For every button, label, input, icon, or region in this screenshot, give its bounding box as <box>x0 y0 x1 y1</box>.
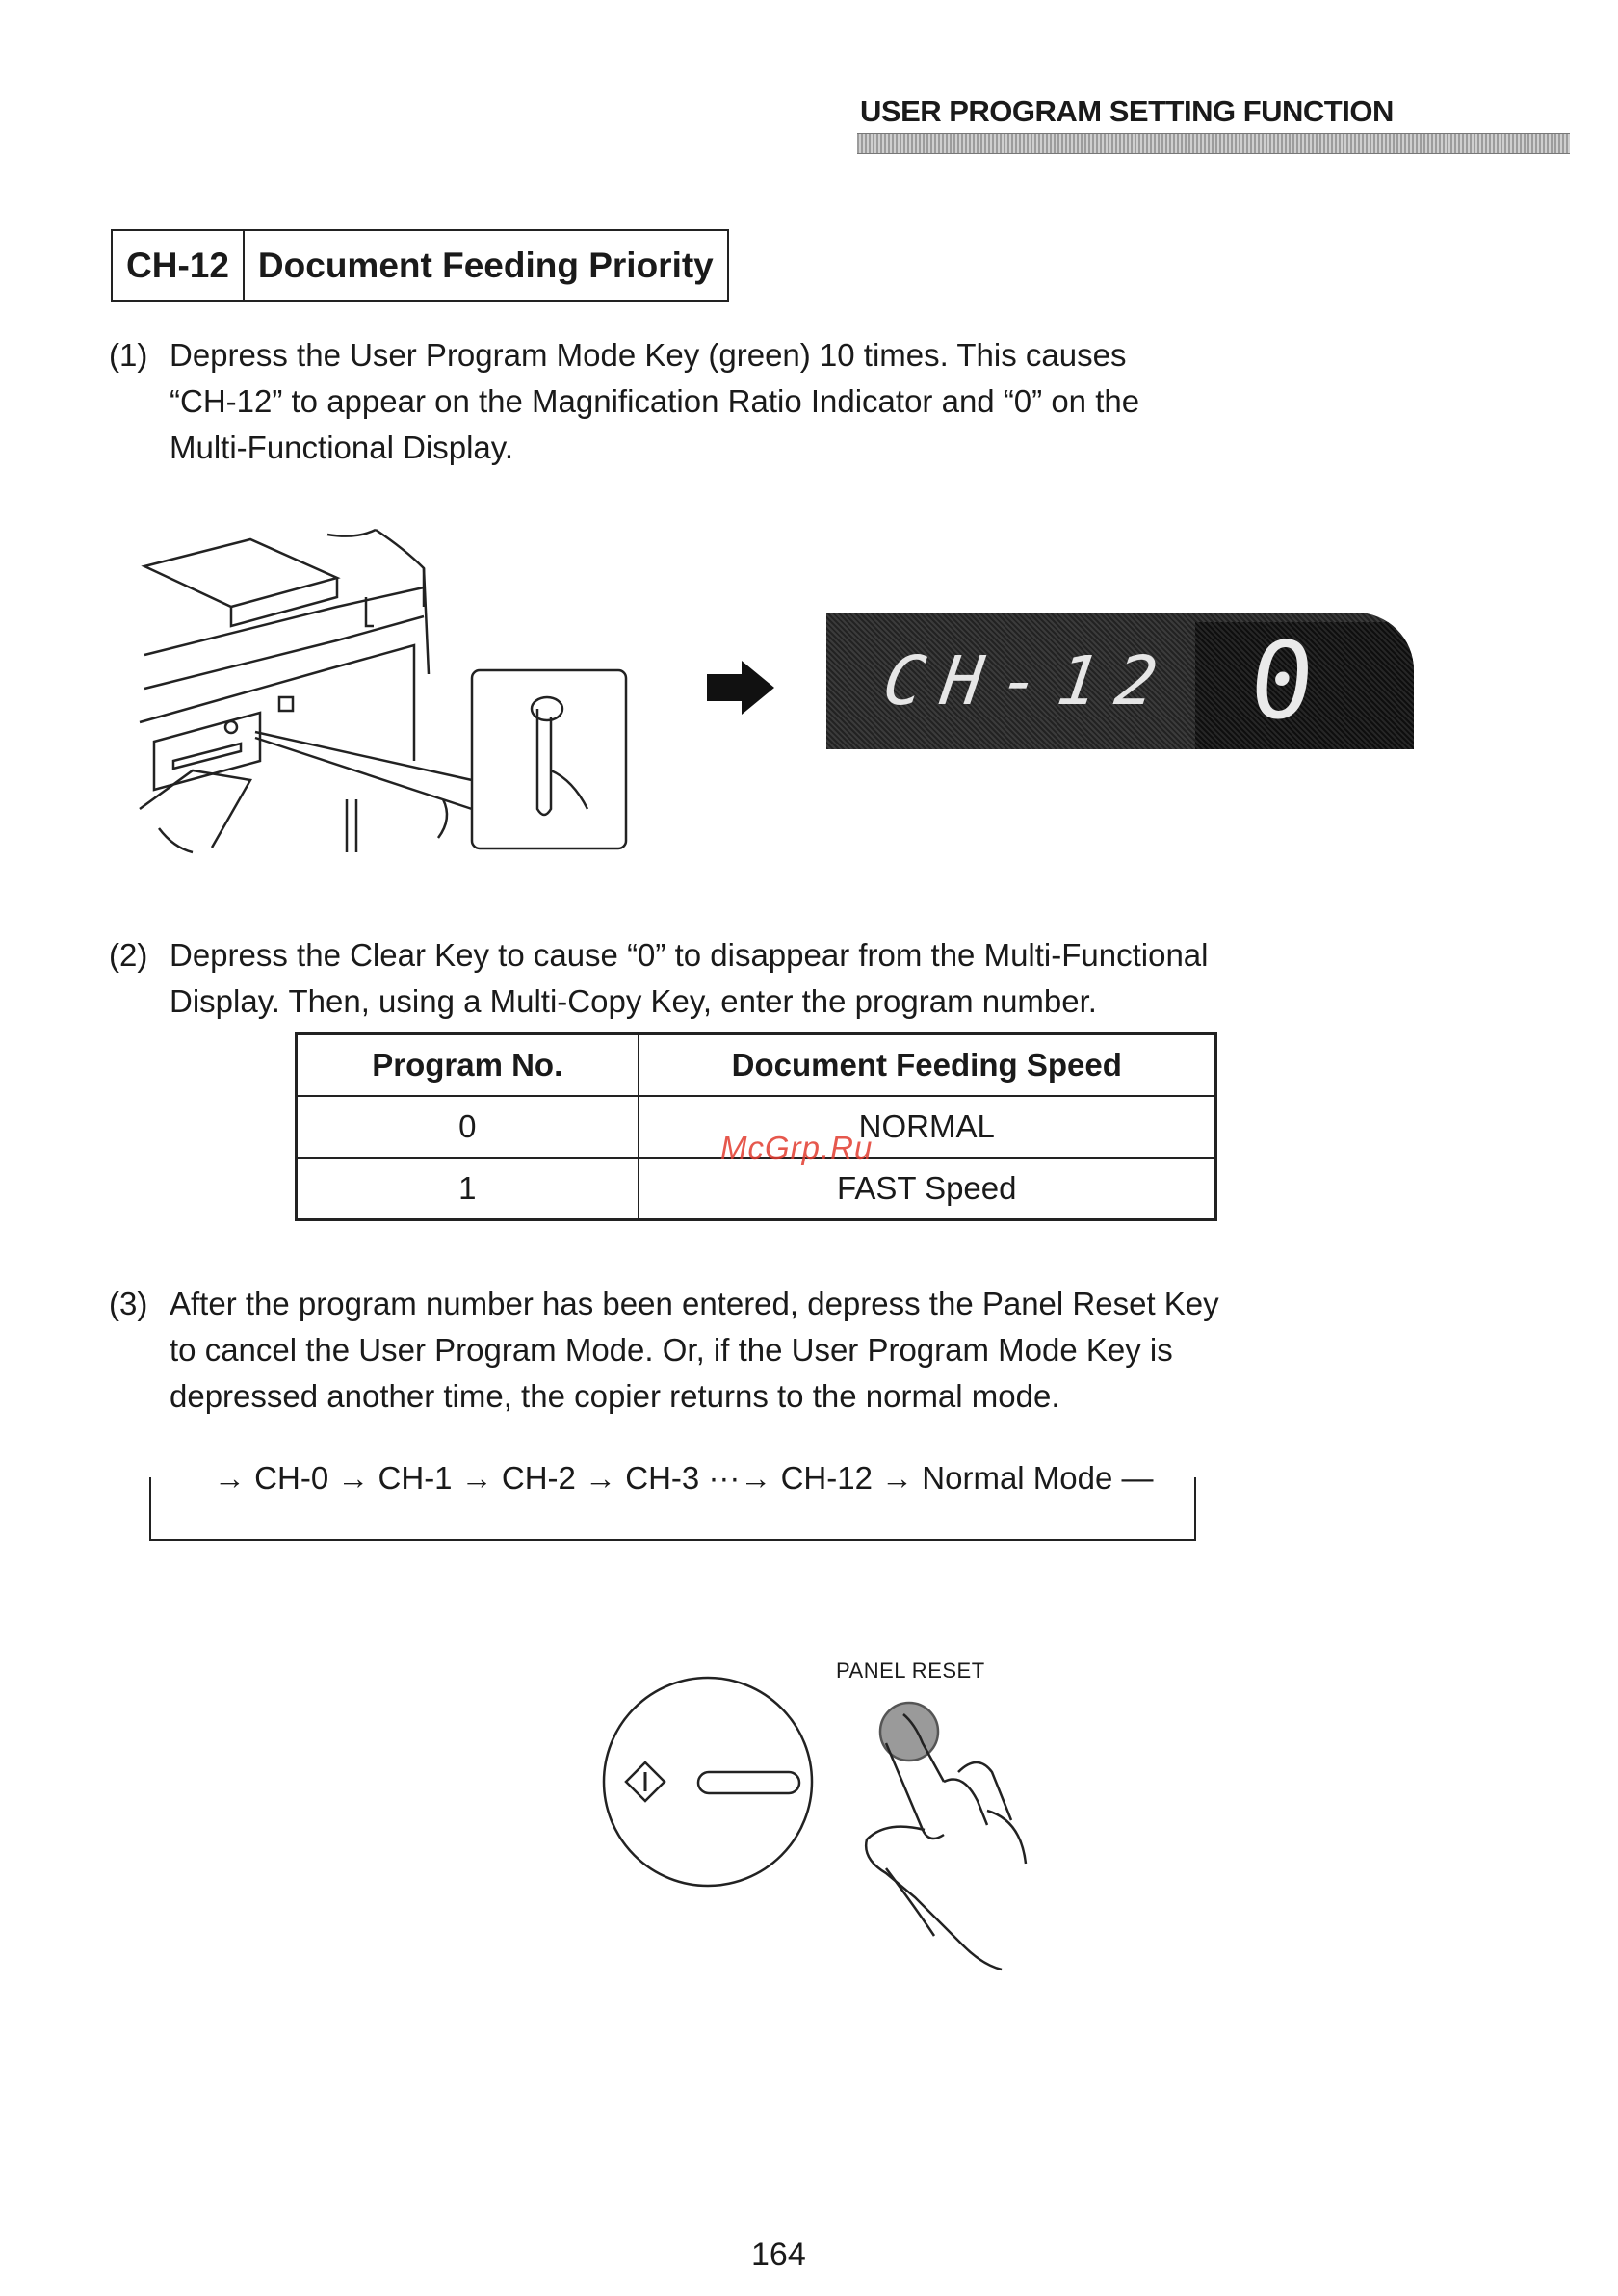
magnification-ratio-indicator: CH-12 <box>878 641 1180 720</box>
flow-item: CH-3 <box>625 1460 700 1496</box>
heading-name: Document Feeding Priority <box>257 246 714 285</box>
step-number: (3) <box>109 1286 148 1321</box>
step-text <box>170 1281 1219 1420</box>
step-line: to cancel the User Program Mode. Or, if the User Program Mode Key is <box>170 1332 1173 1368</box>
table-cell: 0 <box>297 1096 639 1158</box>
step-2 <box>109 932 1380 1029</box>
flow-item: CH-2 <box>501 1460 576 1496</box>
table-row <box>297 1158 1216 1220</box>
column-header: Program No. <box>297 1034 639 1097</box>
section-heading <box>111 229 729 302</box>
flow-arrow-icon: → <box>881 1460 914 1496</box>
flow-arrow-icon: → <box>214 1460 246 1496</box>
table-cell: 1 <box>297 1158 639 1220</box>
flow-arrow-icon: → <box>337 1460 370 1496</box>
step-text <box>170 932 1209 1025</box>
step-1 <box>109 332 1361 477</box>
step-number: (1) <box>109 337 148 373</box>
flow-dotted-arrow-icon: ···→ <box>708 1460 772 1496</box>
watermark: McGrp.Ru <box>720 1130 874 1165</box>
step-line: depressed another time, the copier returns to the normal mode. <box>170 1378 1060 1414</box>
section-title: USER PROGRAM SETTING FUNCTION <box>860 94 1394 128</box>
table-header-row <box>297 1034 1216 1097</box>
display-panel <box>826 613 1414 749</box>
program-table <box>295 1032 1217 1221</box>
step-line: Display. Then, using a Multi-Copy Key, enter the program number. <box>170 983 1097 1019</box>
flow-item: CH-0 <box>254 1460 329 1496</box>
step-line: Depress the Clear Key to cause “0” to disappear from the Multi-Functional <box>170 937 1209 973</box>
flow-arrow-icon: → <box>585 1460 617 1496</box>
multi-functional-display: 0 <box>1243 619 1320 743</box>
flow-arrow-icon: → <box>460 1460 493 1496</box>
flow-item: CH-12 <box>780 1460 873 1496</box>
flow-item: Normal Mode <box>922 1460 1113 1496</box>
step-line: Multi-Functional Display. <box>170 430 514 465</box>
step-line: After the program number has been entered, depress the Panel Reset Key <box>170 1286 1219 1321</box>
column-header: Document Feeding Speed <box>639 1034 1216 1097</box>
panel-reset-illustration <box>597 1676 1079 1984</box>
step-text <box>170 332 1139 471</box>
step-line: “CH-12” to appear on the Magnification Ratio Indicator and “0” on the <box>170 383 1140 419</box>
page-number: 164 <box>751 2236 806 2273</box>
table-cell: NORMAL <box>639 1096 1216 1158</box>
flow-item: CH-1 <box>378 1460 453 1496</box>
step-number: (2) <box>109 937 148 973</box>
heading-code: CH-12 <box>113 231 245 300</box>
step-3 <box>109 1281 1361 1425</box>
mode-flow <box>214 1460 1154 1497</box>
right-arrow-icon <box>707 661 774 715</box>
section-title-bar <box>857 133 1570 154</box>
copier-illustration <box>135 520 645 867</box>
table-cell: FAST Speed <box>639 1158 1216 1220</box>
panel-reset-label: PANEL RESET <box>836 1658 985 1683</box>
start-diamond-icon <box>626 1762 665 1801</box>
step-line: Depress the User Program Mode Key (green) 10 times. This causes <box>170 337 1127 373</box>
flow-line-icon: — <box>1121 1460 1154 1496</box>
